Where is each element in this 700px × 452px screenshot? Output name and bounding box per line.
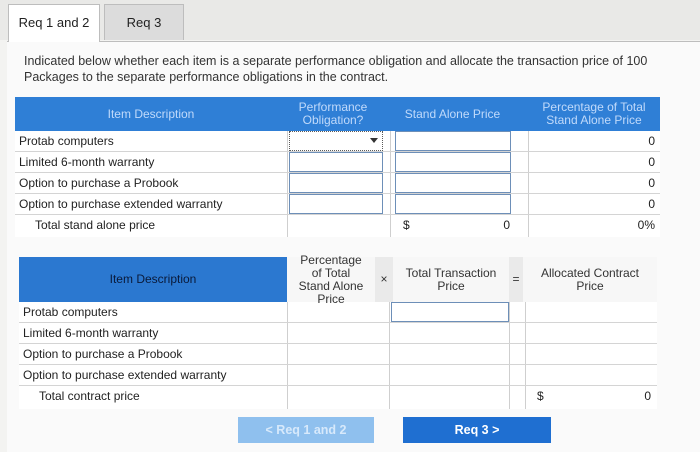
table-row (19, 323, 657, 344)
obligation-select[interactable] (289, 131, 383, 151)
row-label: Limited 6-month warranty (23, 326, 159, 340)
row-label: Protab computers (19, 134, 114, 148)
percentage-value: 0 (648, 176, 655, 190)
obligation-select[interactable] (289, 173, 383, 193)
row-label: Option to purchase extended warranty (19, 197, 223, 211)
times-sign: × (375, 257, 393, 302)
table-row (19, 365, 657, 386)
percentage-value: 0 (648, 155, 655, 169)
total-row (19, 386, 657, 407)
table-row (15, 131, 660, 152)
table-row (19, 344, 657, 365)
table-row (15, 152, 660, 173)
total-stand-alone-price: 0 (503, 218, 510, 232)
header-percentage-total: Percentage of Total Stand Alone Price (287, 257, 375, 302)
stand-alone-price-input[interactable] (395, 131, 511, 151)
instructions (24, 53, 700, 85)
header-allocated-contract-price: Allocated Contract Price (523, 257, 657, 302)
instructions-line-2: Packages to the separate performance obligations in the contract. (24, 70, 389, 84)
instructions-line-1: Indicated below whether each item is a separate performance obligation and allocate the transaction price of 100 (24, 54, 648, 68)
total-transaction-price-input[interactable] (391, 302, 509, 322)
total-label: Total stand alone price (35, 218, 156, 232)
obligation-table-header (15, 97, 660, 131)
prev-req-button[interactable]: < Req 1 and 2 (238, 417, 374, 443)
currency-symbol: $ (537, 389, 544, 403)
next-req-button[interactable]: Req 3 > (403, 417, 551, 443)
obligation-select[interactable] (289, 152, 383, 172)
total-contract-price: 0 (644, 389, 651, 403)
row-label: Protab computers (23, 305, 118, 319)
table-row (15, 194, 660, 215)
table-row (19, 302, 657, 323)
row-label: Option to purchase extended warranty (23, 368, 227, 382)
row-label: Option to purchase a Probook (23, 347, 183, 361)
currency-symbol: $ (403, 218, 410, 232)
stand-alone-price-input[interactable] (395, 173, 511, 193)
allocation-table (19, 252, 657, 409)
total-label: Total contract price (39, 389, 140, 403)
header-percentage-total: Percentage of Total Stand Alone Price (542, 100, 646, 127)
header-item-description: Item Description (109, 272, 197, 286)
row-label: Option to purchase a Probook (19, 176, 179, 190)
stand-alone-price-input[interactable] (395, 152, 511, 172)
obligation-table (15, 97, 660, 237)
header-total-transaction-price: Total Transaction Price (393, 257, 509, 302)
obligation-select[interactable] (289, 194, 383, 214)
header-item-description: Item Description (107, 106, 195, 121)
table-row (15, 173, 660, 194)
stand-alone-price-input[interactable] (395, 194, 511, 214)
tab-bar (0, 0, 700, 40)
header-performance-obligation: Performance Obligation? (298, 100, 368, 127)
allocation-table-header (19, 252, 657, 306)
tab-req-1-and-2[interactable]: Req 1 and 2 (8, 4, 100, 42)
chevron-down-icon (370, 138, 378, 143)
header-stand-alone-price: Stand Alone Price (404, 106, 501, 121)
percentage-value: 0 (648, 197, 655, 211)
row-label: Limited 6-month warranty (19, 155, 155, 169)
equals-sign: = (509, 257, 523, 302)
total-percentage: 0% (637, 218, 655, 232)
tab-req-3[interactable]: Req 3 (104, 4, 184, 40)
percentage-value: 0 (648, 134, 655, 148)
total-row (15, 215, 660, 236)
